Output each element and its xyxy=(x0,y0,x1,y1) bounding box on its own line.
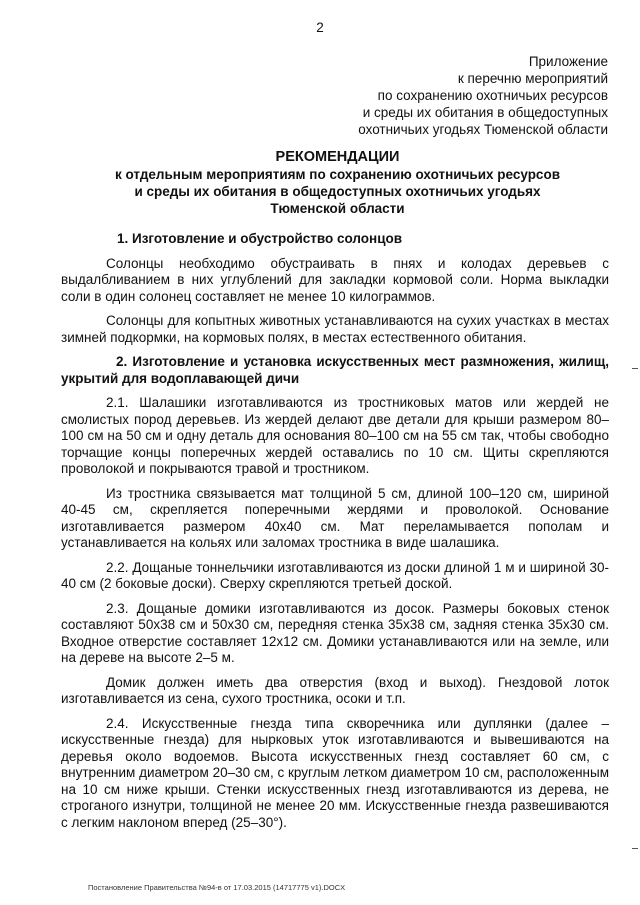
section-1-heading: 1. Изготовление и обустройство солонцов xyxy=(117,231,403,246)
paragraph: Домик должен иметь два отверстия (вход и выход). Гнездовой лоток изготавливается из сена, сухого тростника, осоки и т.п. xyxy=(61,674,609,706)
document-body xyxy=(61,231,609,839)
paragraph: 2.3. Дощаные домики изготавливаются из досок. Размеры боковых стенок составляют 50х38 см и 50х30 см, передняя стенка 35х38 см, задняя стенка 35х30 см. Входное отверстие составляет 12х12 см. Домики устанавливаются или на земле, или на дереве на высоте 2–5 м. xyxy=(61,600,609,665)
appendix-line: к перечню мероприятий xyxy=(457,71,608,86)
paragraph: Солонцы для копытных животных устанавливаются на сухих участках в местах зимней подкормки, на кормовых полях, в местах естественного обитания. xyxy=(61,313,609,345)
document-footer: Постановление Правительства №94-в от 17.03.2015 (14717775 v1).DOCX xyxy=(88,883,346,892)
title-sub-line: к отдельным мероприятиям по сохранению охотничьих ресурсов xyxy=(114,167,560,182)
appendix-line: и среды их обитания в общедоступных xyxy=(362,105,608,120)
appendix-line: по сохранению охотничьих ресурсов xyxy=(377,88,608,103)
appendix-line: охотничьих угодьях Тюменской области xyxy=(358,122,608,137)
paragraph: Солонцы необходимо обустраивать в пнях и колодах деревьев с выдалбливанием в них углублений для закладки кормовой соли. Норма выкладки соли в один солонец составляет не менее 10 килограммов. xyxy=(61,255,609,304)
appendix-line: Приложение xyxy=(528,54,608,69)
title-main: РЕКОМЕНДАЦИИ xyxy=(275,149,400,165)
margin-mark xyxy=(632,368,638,369)
section-2-heading: 2. Изготовление и установка искусственных мест размножения, жилищ, укрытий для водоплавающей дичи xyxy=(61,354,609,386)
page-number: 2 xyxy=(316,20,324,35)
paragraph: 2.2. Дощаные тоннельчики изготавливаются из доски длиной 1 м и шириной 30-40 см (2 боковые доски). Сверху скрепляются третьей доской. xyxy=(61,559,609,591)
paragraph: 2.1. Шалашики изготавливаются из тростниковых матов или жердей не смолистых пород деревьев. Из жердей делают две детали для крыши размером 80–100 см на 50 см и одну деталь для основания 80–100 см на 55 см так, чтобы свободно торчащие концы поперечных жердей оставались по 10 см. Щиты скрепляются проволокой и покрываются травой и тростником. xyxy=(61,395,609,476)
appendix-block xyxy=(358,53,608,138)
margin-mark xyxy=(632,848,638,849)
paragraph: 2.4. Искусственные гнезда типа скворечника или дуплянки (далее – искусственные гнезда) для нырковых уток изготавливаются и вывешиваются на деревья около водоемов. Высота искусственных гнезд составляет 60 см, с внутренним диаметром 20–30 см, с круглым летком диаметром 10 см, расположенным на 10 см ниже крыши. Стенки искусственных гнезд изготавливаются из дерева, не строганого изнутри, толщиной не менее 20 мм. Искусственные гнезда развешиваются с легким наклоном вперед (25–30°). xyxy=(61,715,609,830)
paragraph: Из тростника связывается мат толщиной 5 см, длиной 100–120 см, шириной 40-45 см, скрепляется поперечными жердями и проволокой. Основание изготавливается размером 40х40 см. Мат переламывается пополам и устанавливается на кольях или заломах тростника в виде шалашика. xyxy=(61,485,609,550)
title-sub-line: Тюменской области xyxy=(270,201,405,216)
title-sub-line: и среды их обитания в общедоступных охотничьих угодьях xyxy=(134,184,541,199)
document-title xyxy=(60,149,615,217)
